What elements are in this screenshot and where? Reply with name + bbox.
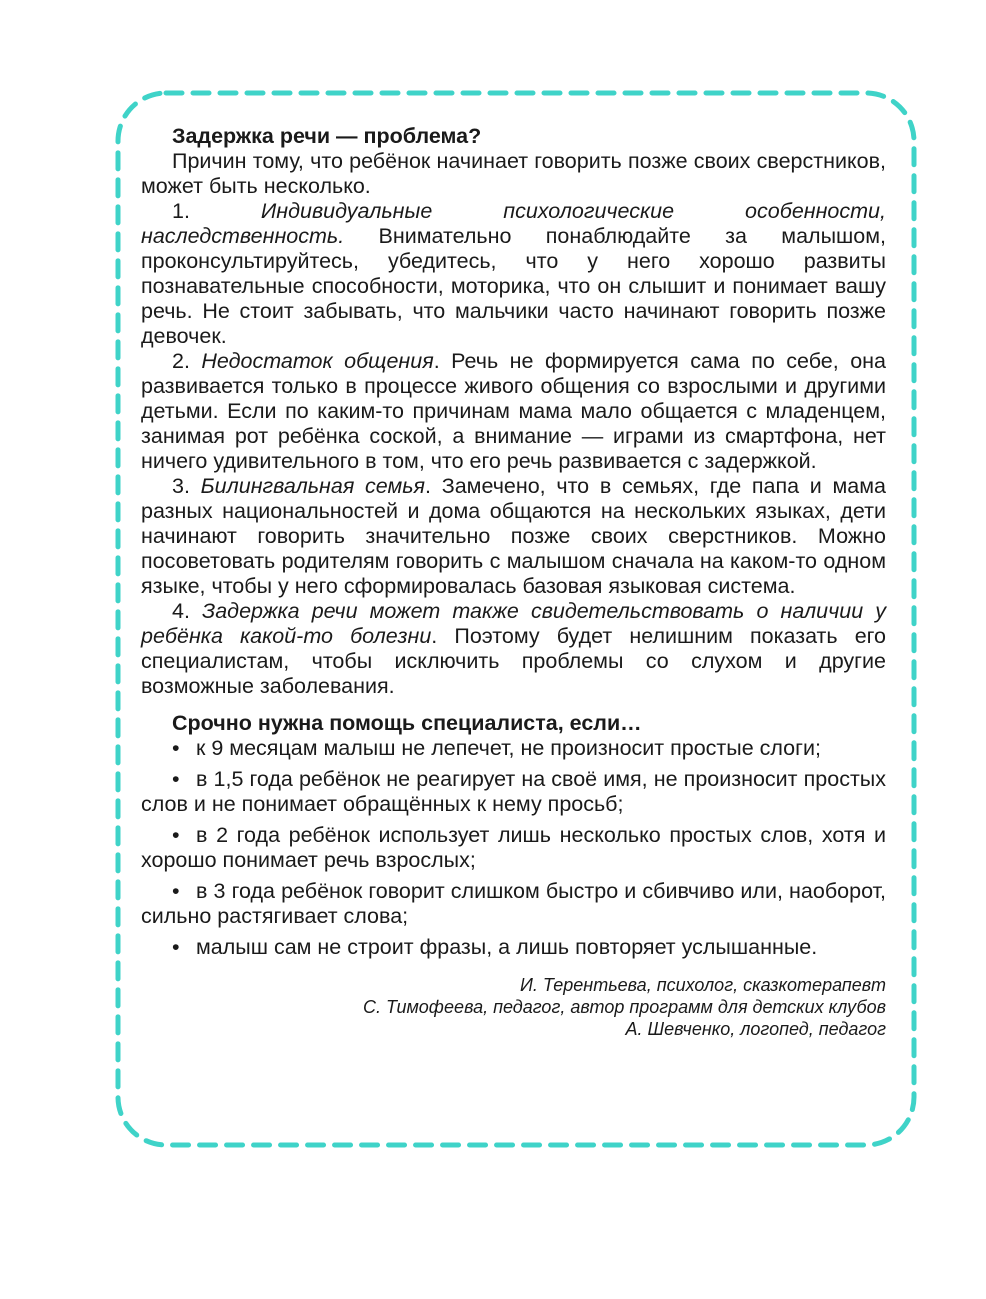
reason-title: Билингвальная семья (200, 474, 426, 498)
bullet-icon: • (172, 879, 180, 903)
bullet-icon: • (172, 736, 180, 760)
reason-title: Задержка речи может также свидетельствовать о наличии у ребёнка какой-то болезни (141, 599, 886, 648)
credit-line: С. Тимофеева, педагог, автор программ для детских клубов (363, 997, 886, 1017)
list-item: • в 3 года ребёнок говорит слишком быстро и сбивчиво или, наоборот, сильно растягивает слова; (141, 879, 886, 928)
section-heading-speech-delay: Задержка речи — проблема? (172, 124, 482, 148)
reason-paragraph-1: 1. Индивидуальные психологические особенности, наследственность. Внимательно понаблюдайте за малышом, проконсультируйтесь, убедитесь, что у него хорошо развиты познавательные способности, моторика, что он слышит и понимает вашу речь. Не стоит забывать, что мальчики часто начинают говорить позже девочек. (141, 199, 886, 348)
intro-paragraph: Причин тому, что ребёнок начинает говорить позже своих сверстников, может быть несколько. (141, 149, 886, 198)
reason-title: Индивидуальные психологические особенности, наследственность. (141, 199, 886, 248)
reason-paragraph-3: 3. Билингвальная семья. Замечено, что в семьях, где папа и мама разных национальностей и дома общаются на нескольких языках, дети начинают говорить значительно позже своих сверстников. Можно посоветовать родителям говорить с малышом сначала на каком-то одном языке, чтобы у него сформировалась базовая языковая система. (141, 474, 887, 598)
author-credits (141, 974, 886, 1040)
credit-line: И. Терентьева, психолог, сказкотерапевт (520, 975, 886, 995)
reason-paragraph-2: 2. Недостаток общения. Речь не формируется сама по себе, она развивается только в процессе живого общения со взрослыми и другими детьми. Если по каким-то причинам мама мало общается с младенцем, занимая рот ребёнка соской, а внимание — играми из смартфона, нет ничего удивительного в том, что его речь развивается с задержкой. (141, 349, 886, 473)
list-item: • в 1,5 года ребёнок не реагирует на своё имя, не произносит простых слов и не понимает обращённых к нему просьб; (141, 767, 886, 816)
reason-paragraph-4: 4. Задержка речи может также свидетельствовать о наличии у ребёнка какой-то болезни. Поэтому будет нелишним показать его специалистам, чтобы исключить проблемы со слухом и другие возможные заболевания. (141, 599, 886, 698)
reason-title: Недостаток общения (201, 349, 434, 373)
bullet-icon: • (172, 767, 180, 791)
section-heading-urgent-help: Срочно нужна помощь специалиста, если… (172, 711, 642, 735)
list-item: • малыш сам не строит фразы, а лишь повторяет услышанные. (172, 935, 818, 959)
list-item: • к 9 месяцам малыш не лепечет, не произносит простые слоги; (172, 736, 821, 760)
article-body (141, 124, 886, 1040)
warning-signs-list (141, 736, 886, 960)
credit-line: А. Шевченко, логопед, педагог (625, 1019, 886, 1039)
bullet-icon: • (172, 823, 180, 847)
list-item: • в 2 года ребёнок использует лишь несколько простых слов, хотя и хорошо понимает речь взрослых; (141, 823, 886, 872)
bullet-icon: • (172, 935, 180, 959)
